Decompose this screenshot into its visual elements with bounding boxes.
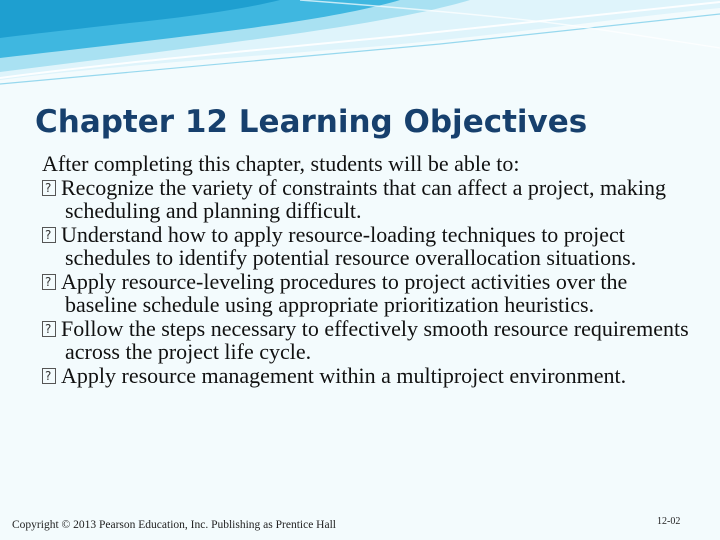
- objective-text: Apply resource-leveling procedures to project activities over the baseline schedule using appropriate prioritization heuristics.: [61, 268, 628, 317]
- slide-title: Chapter 12 Learning Objectives: [35, 104, 588, 140]
- objective-text: Apply resource management within a multiproject environment.: [61, 362, 627, 388]
- missing-glyph-box-icon: [42, 227, 56, 243]
- objective-item: [42, 176, 702, 223]
- header-wave-decoration: [0, 0, 720, 90]
- objective-item: [42, 317, 702, 364]
- objectives-list: [42, 176, 702, 388]
- objective-item: [42, 270, 702, 317]
- copyright-footer: Copyright © 2013 Pearson Education, Inc. Publishing as Prentice Hall: [12, 519, 336, 531]
- objective-item: [42, 364, 702, 388]
- slide-body: [42, 152, 702, 387]
- objective-text: Recognize the variety of constraints that can affect a project, making scheduling and planning difficult.: [61, 174, 666, 223]
- missing-glyph-box-icon: [42, 180, 56, 196]
- objective-item: [42, 223, 702, 270]
- slide-number: 12-02: [657, 516, 681, 527]
- objective-text: Understand how to apply resource-loading techniques to project schedules to identify potential resource overallocation situations.: [61, 221, 637, 270]
- missing-glyph-box-icon: [42, 368, 56, 384]
- missing-glyph-box-icon: [42, 321, 56, 337]
- intro-text: After completing this chapter, students will be able to:: [42, 151, 520, 176]
- objective-text: Follow the steps necessary to effectively smooth resource requirements across the project life cycle.: [61, 315, 689, 364]
- missing-glyph-box-icon: [42, 274, 56, 290]
